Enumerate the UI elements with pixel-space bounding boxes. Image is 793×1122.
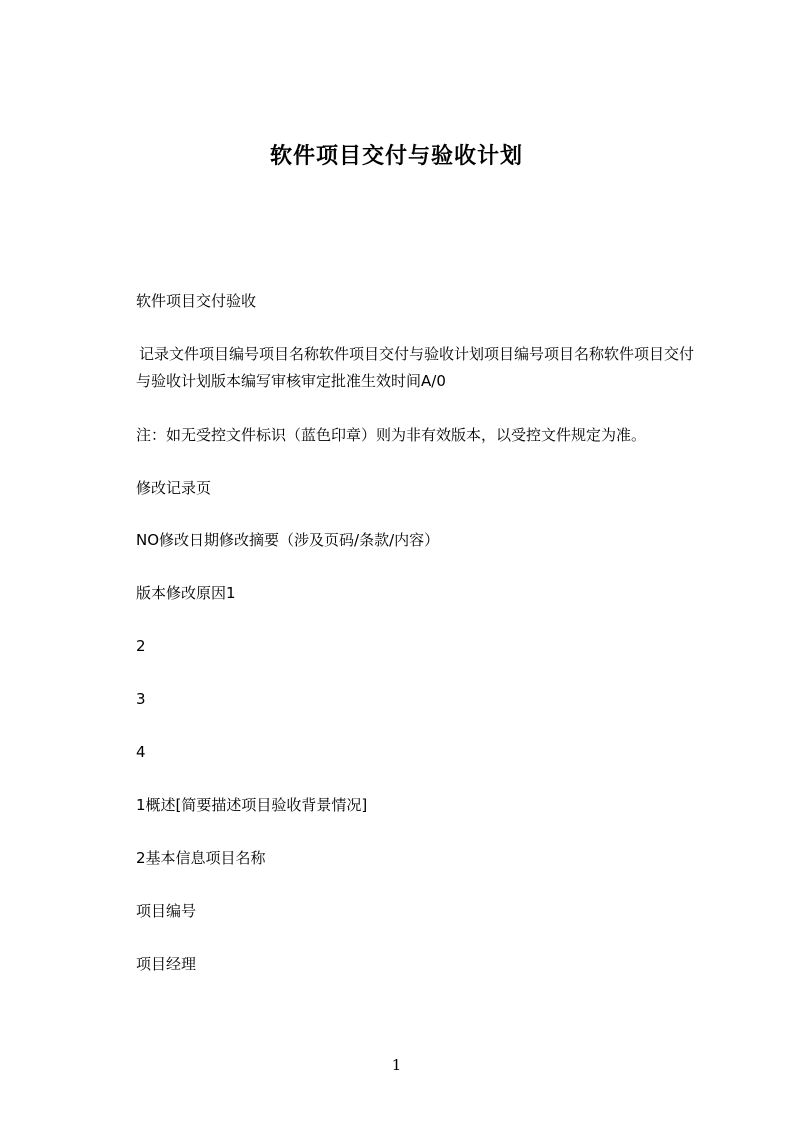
revision-row-1: 版本修改原因1 (136, 584, 236, 602)
revision-row-2: 2 (136, 637, 146, 655)
revision-table-header: NO修改日期修改摘要（涉及页码/条款/内容） (136, 531, 440, 549)
controlled-file-note: 注：如无受控文件标识（蓝色印章）则为非有效版本，以受控文件规定为准。 (136, 426, 647, 444)
revision-row-4: 4 (136, 743, 146, 761)
page-number: 1 (391, 1056, 402, 1074)
project-number-label: 项目编号 (136, 902, 197, 920)
revision-row-3: 3 (136, 690, 146, 708)
section-heading-delivery-acceptance: 软件项目交付验收 (136, 292, 257, 310)
project-manager-label: 项目经理 (136, 955, 197, 973)
section-basic-info: 2基本信息项目名称 (136, 849, 266, 867)
document-title: 软件项目交付与验收计划 (269, 144, 523, 169)
revision-record-heading: 修改记录页 (136, 479, 212, 497)
record-file-paragraph: 记录文件项目编号项目名称软件项目交付与验收计划项目编号项目名称软件项目交付与验收计划版本编写审核审定批准生效时间A/0 (136, 345, 695, 390)
section-overview: 1概述[简要描述项目验收背景情况] (136, 796, 368, 814)
